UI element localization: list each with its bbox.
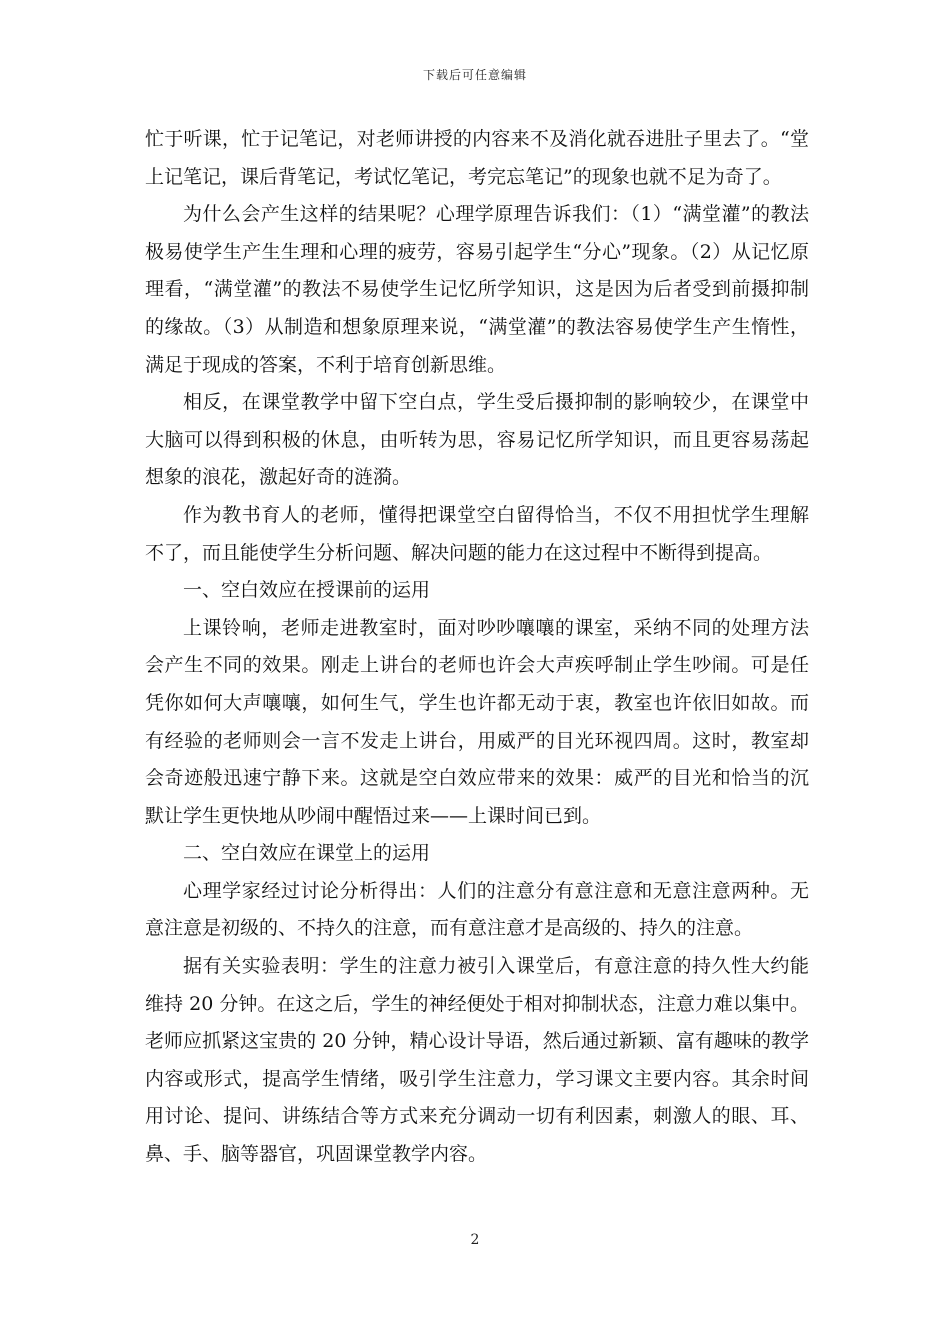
page-number: 2 [470, 1232, 480, 1248]
paragraph-teacher-role: 作为教书育人的老师，懂得把课堂空白留得恰当，不仅不用担忧学生理解不了，而且能使学生分析问题、解决问题的能力在这过程中不断得到提高。 [145, 503, 809, 564]
section-heading-in-class: 二、空白效应在课堂上的运用 [183, 842, 431, 865]
page-header: 下载后可任意编辑 [422, 68, 527, 82]
paragraph-attention-types: 心理学家经过讨论分析得出：人们的注意分有意注意和无意注意两种。无意注意是初级的、不持久的注意，而有意注意才是高级的、持久的注意。 [145, 879, 809, 940]
paragraph-continuation: 忙于听课，忙于记笔记，对老师讲授的内容来不及消化就吞进肚子里去了。“堂上记笔记，课后背笔记，考试忆笔记，考完忘笔记”的现象也就不足为奇了。 [145, 128, 809, 188]
paragraph-experiment-results: 据有关实验表明：学生的注意力被引入课堂后，有意注意的持久性大约能维持 20 分钟。在这之后，学生的神经便处于相对抑制状态，注意力难以集中。老师应抓紧这宝贵的 20 分钟，精心设计导语，然后通过新颖、富有趣味的教学内容或形式，提高学生情绪，吸引学生注意力，学习课文主要内容。其余时间用讨论、提问、讲练结合等方式来充分调动一切有利因素，刺激人的眼、耳、鼻、手、脑等器官，巩固课堂教学内容。 [145, 955, 809, 1166]
section-heading-before-class: 一、空白效应在授课前的运用 [183, 579, 431, 602]
paragraph-bell-rings: 上课铃响，老师走进教室时，面对吵吵嚷嚷的课室，采纳不同的处理方法会产生不同的效果。刚走上讲台的老师也许会大声疾呼制止学生吵闹。可是任凭你如何大声嚷嚷，如何生气，学生也许都无动于衷，教室也许依旧如故。而有经验的老师则会一言不发走上讲台，用威严的目光环视四周。这时，教室却会奇迹般迅速宁静下来。这就是空白效应带来的效果：威严的目光和恰当的沉默让学生更快地从吵闹中醒悟过来——上课时间已到。 [145, 616, 809, 827]
paragraph-psychology-principles: 为什么会产生这样的结果呢？心理学原理告诉我们：（1）“满堂灌”的教法极易使学生产生生理和心理的疲劳，容易引起学生“分心”现象。（2）从记忆原理看，“满堂灌”的教法不易使学生记忆所学知识，这是因为后者受到前摄抑制的缘故。（3）从制造和想象原理来说，“满堂灌”的教法容易使学生产生惰性，满足于现成的答案，不利于培育创新思维。 [145, 203, 809, 376]
document-body [145, 121, 809, 1174]
paragraph-blank-points: 相反，在课堂教学中留下空白点，学生受后摄抑制的影响较少，在课堂中大脑可以得到积极的休息，由听转为思，容易记忆所学知识，而且更容易荡起想象的浪花，激起好奇的涟漪。 [145, 391, 809, 489]
